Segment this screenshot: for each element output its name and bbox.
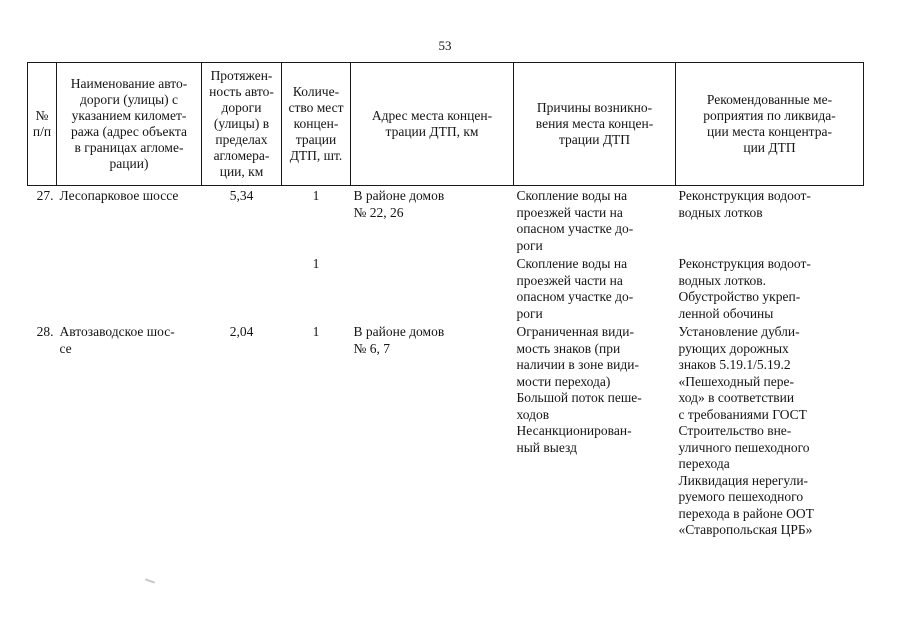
dtp-address: В районе домов № 6, 7	[353, 324, 445, 356]
dtp-address: В районе домов № 22, 26	[353, 188, 445, 220]
header-number: № п/п	[28, 63, 57, 186]
row-number: 28.	[36, 324, 54, 339]
scan-artifact	[145, 578, 155, 583]
road-length	[202, 254, 282, 322]
table-row	[28, 322, 864, 539]
dtp-count: 1	[312, 188, 320, 203]
dtp-measures: Реконструкция водоот- водных лотков. Обустройство укреп- ленной обочины	[678, 256, 811, 321]
road-length: 2,04	[229, 324, 254, 339]
table-row	[28, 186, 864, 255]
road-name: Лесопарковое шоссе	[59, 188, 179, 203]
dtp-causes: Скопление воды на проезжей части на опасном участке до- роги	[516, 188, 634, 253]
header-address: Адрес места концен- трации ДТП, км	[351, 63, 514, 186]
table-header-row	[28, 63, 864, 186]
row-number: 27.	[36, 188, 54, 203]
header-length: Протяжен- ность авто- дороги (улицы) в пределах агломера- ции, км	[202, 63, 282, 186]
road-name: Автозаводское шос- се	[59, 324, 175, 356]
page-number: 53	[438, 38, 452, 53]
header-count: Количе- ство мест концен- трации ДТП, шт.	[282, 63, 351, 186]
table-row	[28, 254, 864, 322]
road-length: 5,34	[229, 188, 254, 203]
dtp-causes: Ограниченная види- мость знаков (при наличии в зоне види- мости перехода) Большой поток пеше- ходов Несанкционирован- ный выезд	[516, 324, 642, 455]
header-road-name: Наименование авто- дороги (улицы) с указанием километ- ража (адрес объекта в границах агломе- рации)	[57, 63, 202, 186]
dtp-concentration-table	[27, 62, 864, 539]
dtp-address	[351, 254, 514, 322]
dtp-count: 1	[312, 256, 320, 271]
dtp-causes: Скопление воды на проезжей части на опасном участке до- роги	[516, 256, 634, 321]
road-name	[57, 254, 202, 322]
header-causes: Причины возникно- вения места концен- трации ДТП	[514, 63, 676, 186]
row-number	[28, 254, 57, 322]
dtp-measures: Реконструкция водоот- водных лотков	[678, 188, 811, 220]
dtp-count: 1	[312, 324, 320, 339]
dtp-measures: Установление дубли- рующих дорожных знаков 5.19.1/5.19.2 «Пешеходный пере- ход» в соответствии с требованиями ГОСТ Строительство вне- уличного пешеходного перехода Ликвидация нерегули- руемого пешеходного перехода в районе ООТ «Ставропольская ЦРБ»	[678, 324, 814, 537]
header-measures: Рекомендованные ме- роприятия по ликвида- ции места концентра- ции ДТП	[676, 63, 864, 186]
